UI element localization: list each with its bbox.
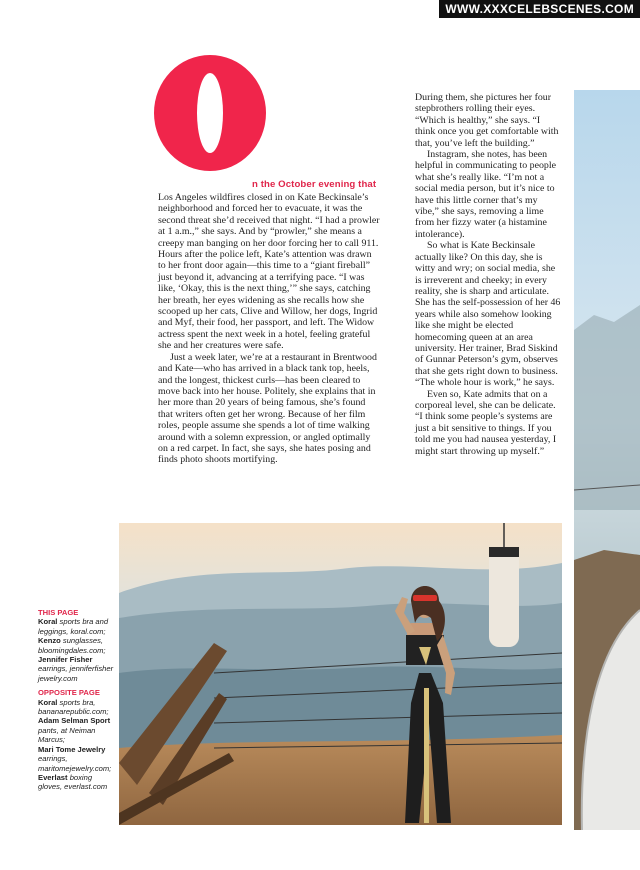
credit-item: Adam Selman Sport pants, at Neiman Marcus;	[38, 716, 111, 745]
credit-item: Everlast boxing gloves, everlast.com	[38, 772, 108, 792]
lead-in: n the October evening that	[252, 179, 377, 190]
credit-item: Mari Tome Jewelry earrings, maritomejewelry.com;	[38, 744, 112, 773]
paragraph: During them, she pictures her four stepbrothers rolling their eyes. “Which is healthy,” she says. “I think once you get comfortable with that, you’ve left the building.”	[415, 92, 559, 149]
article-column-right	[415, 92, 562, 457]
fashion-credits	[38, 608, 114, 792]
credit-item: Jennifer Fisher earrings, jenniferfisher jewelry.com	[38, 655, 114, 683]
paragraph: Even so, Kate admits that on a corporeal level, she can be delicate. “I think some people’s systems are just a bit sensitive to things. If you told me you had nausea yesterday, I might start throwing up myself.”	[415, 388, 557, 457]
credit-item: Koral sports bra and leggings, koral.com;	[38, 617, 109, 636]
article-column-left	[158, 192, 380, 466]
photo-main	[119, 523, 562, 825]
credits-heading-this-page: THIS PAGE	[38, 608, 79, 617]
paragraph: Los Angeles wildfires closed in on Kate Beckinsale’s neighborhood and forced her to evacuate, it was the second threat she’d received that night. “I had a prowler at 1 a.m.,” she says. And by “prowler,” she means a creepy man banging on her door forcing her to call 911. Hours after the police left, Kate’s attention was drawn to her front door again—this time to a “giant fireball” just beyond it, advancing at a terrifying pace. “I was like, ‘Okay, this is the next thing,’” she says, catching her breath, her eyes widening as she recalls how she scooped up her cats, Clive and Willow, her dogs, Ingrid and Myf, their food, her passport, and left. The Widow actress spent the next week in a hotel, feeling grateful she and her creatures were safe.	[158, 192, 380, 352]
credits-heading-opposite-page: OPPOSITE PAGE	[38, 688, 100, 698]
credit-item: Koral sports bra, bananarepublic.com;	[38, 697, 109, 717]
drop-cap	[152, 54, 268, 172]
photo-right-edge	[574, 90, 640, 830]
paragraph: Just a week later, we’re at a restaurant in Brentwood and Kate—who has arrived in a black tank top, heels, and the longest, thickest curls—has been cleared to move back into her house. Politely, she explains that in her more than 20 years of being famous, she’s found that writers often get her wrong. Because of her film roles, people assume she spends a lot of time walking around with a solemn expression, or angled optimally on a red carpet. In fact, she says, she hates posing and finds photo shoots mortifying.	[158, 351, 377, 466]
credit-item: Kenzo sunglasses, bloomingdales.com;	[38, 636, 106, 655]
paragraph: So what is Kate Beckinsale actually like? On this day, she is witty and wry; on social media, she is irreverent and cheeky; in every reality, she is sharp and articulate. She has the self-possession of her 46 years while also somehow looking like she might be elected homecoming queen at an area university. Her trainer, Brad Siskind of Gunnar Peterson’s gym, observes that she gets right down to business. “The whole hour is work,” he says.	[415, 240, 561, 389]
paragraph: Instagram, she notes, has been helpful in communicating to people what she’s really like. “I’m not a social media person, but it’s nice to have this little corner that’s my vibe,” she says, removing a lime from her fizzy water (a histamine intolerance).	[415, 149, 556, 240]
watermark: WWW.XXXCELEBSCENES.COM	[439, 0, 640, 18]
